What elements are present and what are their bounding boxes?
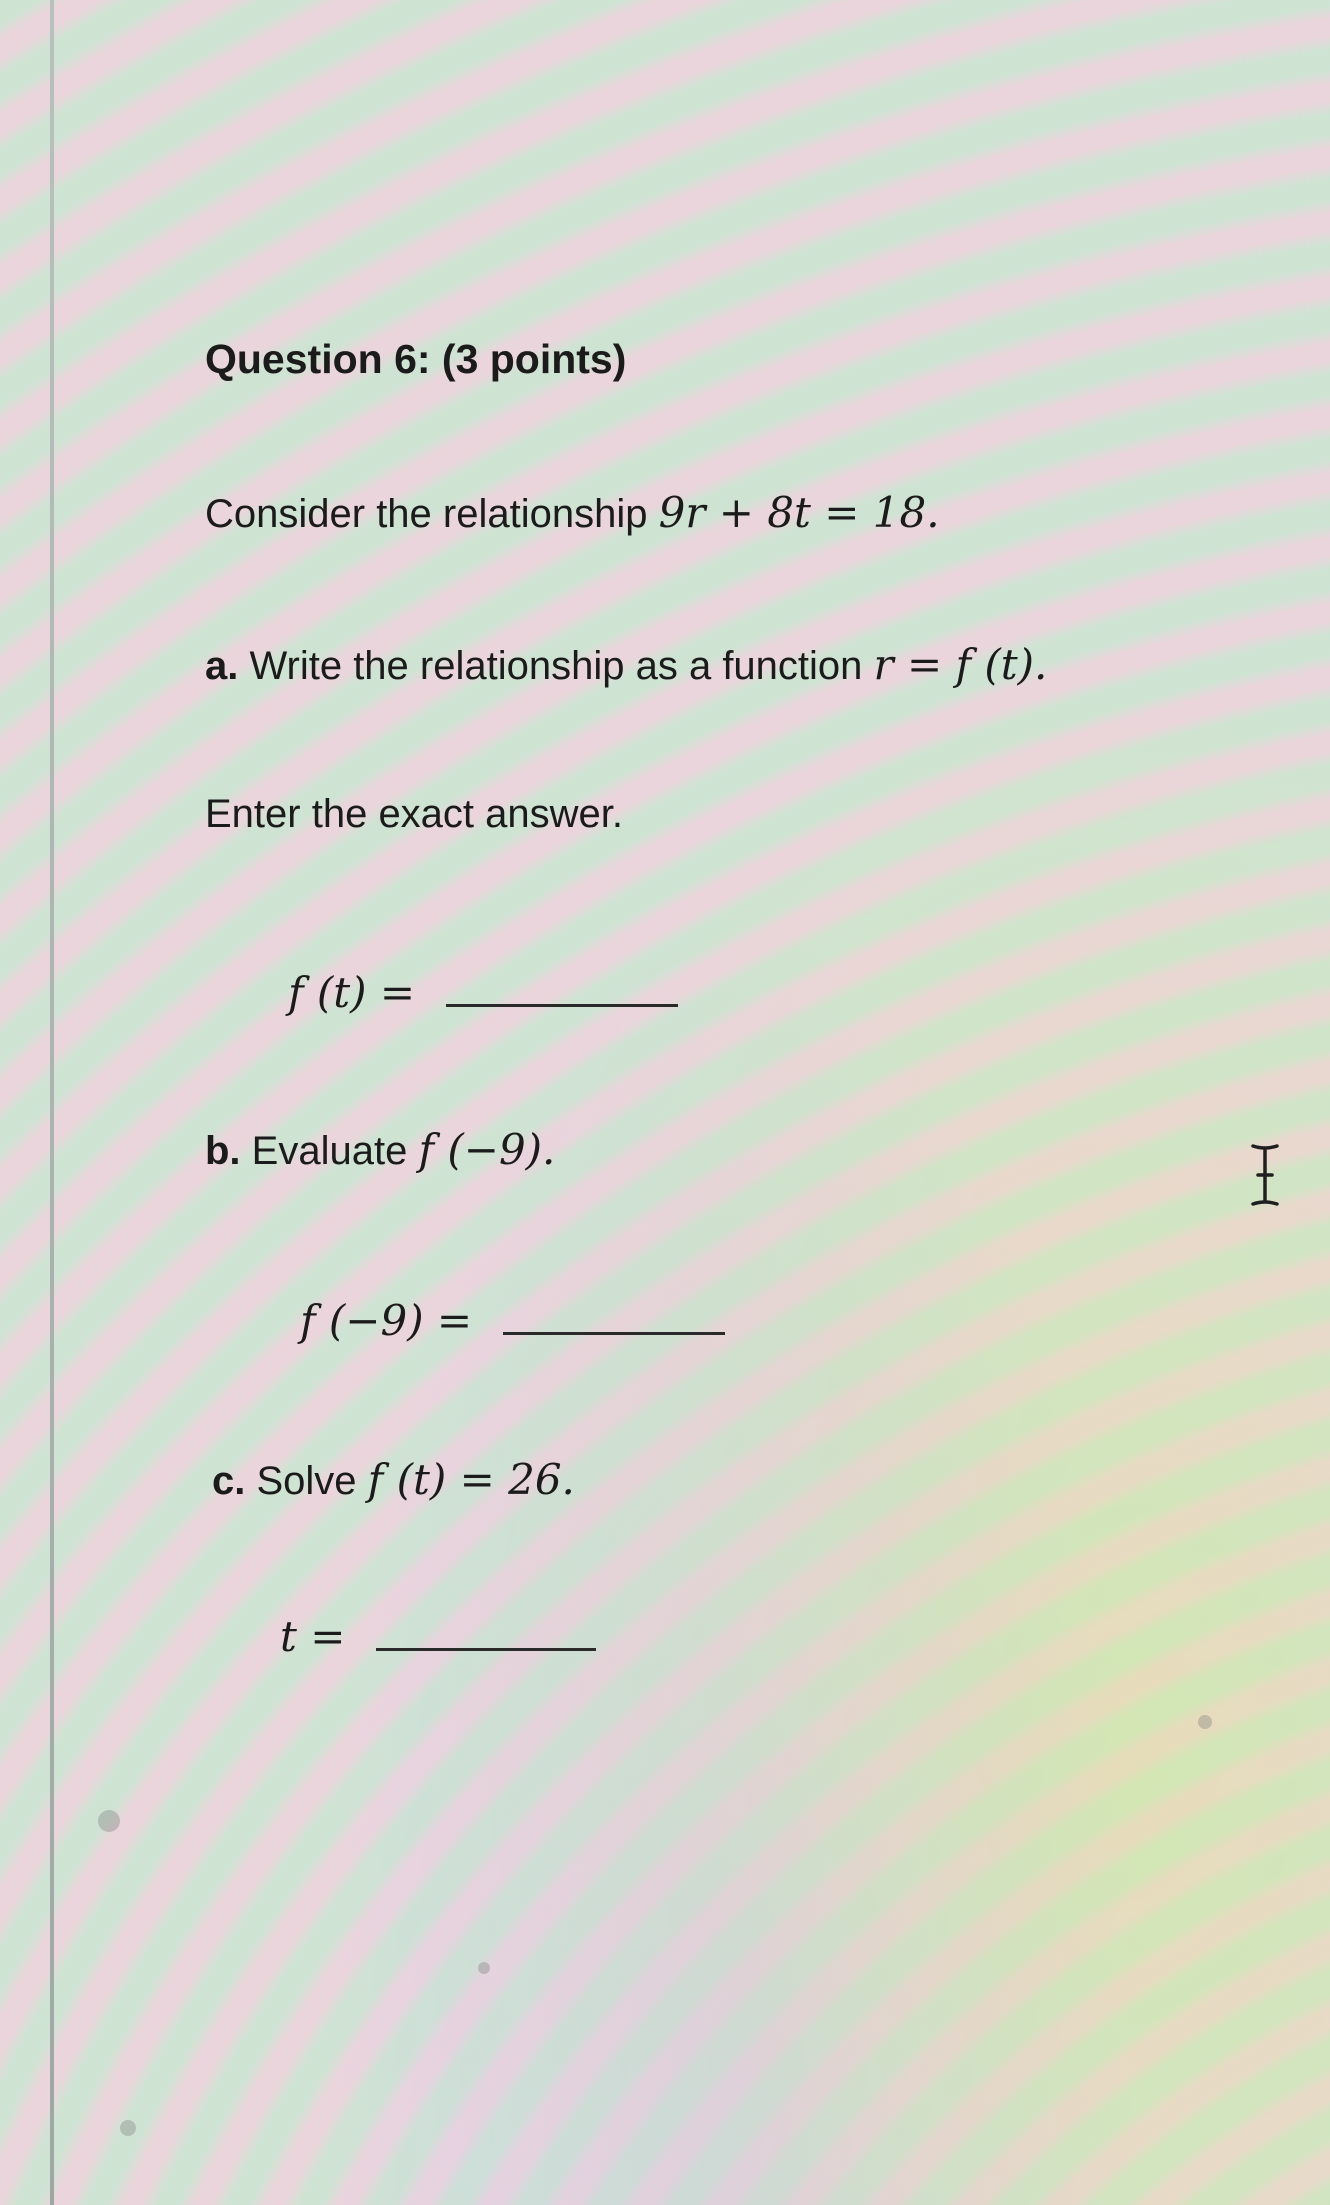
part-b-answer-row <box>300 1288 725 1345</box>
part-c-equation: f (t) = 26. <box>367 1455 575 1504</box>
part-b-text: Evaluate <box>251 1129 408 1173</box>
part-a-answer-label: f (t) = <box>288 968 416 1017</box>
part-a-answer-row <box>288 960 678 1017</box>
prompt-text: Consider the relationship <box>205 492 648 536</box>
part-a-letter: a. <box>205 644 239 688</box>
part-b-letter: b. <box>205 1129 241 1173</box>
question-prompt <box>205 488 940 537</box>
part-b-expression: f (−9). <box>418 1125 556 1174</box>
part-a-answer-field[interactable] <box>446 960 678 1007</box>
part-a-question <box>205 640 1047 689</box>
part-a-equation: r = f (t). <box>873 640 1048 689</box>
part-c-answer-label: t = <box>280 1612 346 1661</box>
prompt-equation: 9r + 8t = 18. <box>658 488 940 537</box>
page-edge <box>50 0 54 2205</box>
part-c-letter: c. <box>212 1459 246 1503</box>
part-c-question <box>212 1455 575 1504</box>
paper-speck <box>478 1962 490 1974</box>
paper-speck <box>98 1810 120 1832</box>
part-c-text: Solve <box>256 1459 357 1503</box>
paper-speck <box>120 2120 136 2136</box>
part-b-answer-label: f (−9) = <box>300 1296 473 1345</box>
text-cursor-icon <box>1245 1140 1285 1210</box>
part-b-question <box>205 1125 555 1174</box>
paper-speck <box>1198 1715 1212 1729</box>
part-a-text: Write the relationship as a function <box>249 644 863 688</box>
part-a-instruction: Enter the exact answer. <box>205 792 624 836</box>
part-b-answer-field[interactable] <box>503 1288 725 1335</box>
part-c-answer-row <box>280 1604 596 1661</box>
part-c-answer-field[interactable] <box>376 1604 596 1651</box>
question-title: Question 6: (3 points) <box>205 336 627 382</box>
